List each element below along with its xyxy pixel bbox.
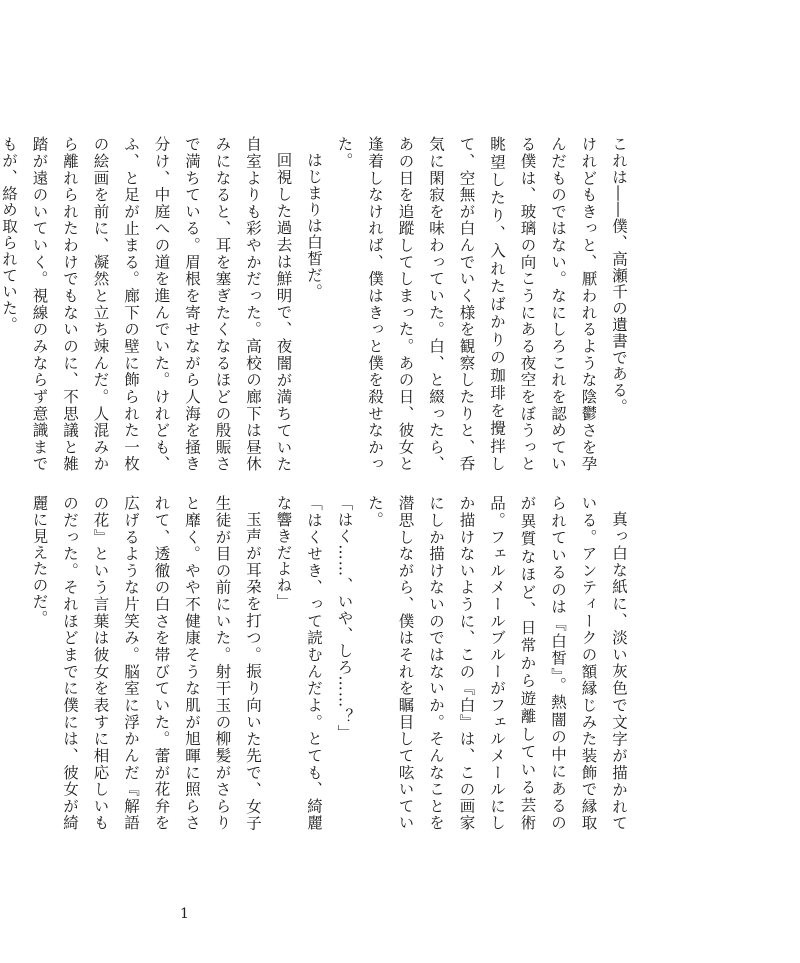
paragraph: 真っ白な紙に、淡い灰色で文字が描かれている。アンティークの額縁じみた装飾で縁取られているのは『白皙』。熱闇の中にあるのが異質なほど、日常から遊離している芸術品。フェルメールブルーがフェルメールにしか描けないように、この『白』は、この画家にしか描けないのではないか。そんなことを潜思しながら、僕はそれを瞩目して呟いていた。 [366, 495, 628, 831]
bottom-text-block [30, 495, 634, 831]
paragraph: 玉声が耳朶を打つ。振り向いた先で、女子生徒が目の前にいた。射干玉の柳髪がさらりと靡く。やや不健康そうな肌が旭暉に照らされて、透徹の白さを帯びていた。蕾が花弁を広げるような片笑み。脳室に浮かんだ『解語の花』という言葉は彼女を表すに相応しいものだった。それほどまでに僕には、彼女が綺麗に見えたのだ。 [30, 495, 262, 831]
page-number: 1 [180, 906, 189, 922]
paragraph: はじまりは白皙だ。 [305, 151, 323, 300]
paragraph: けれどもきっと、厭われるような陰鬱さを孕んだものではない。なにしろこれを認めている僕は、玻璃の向こうにある夜空をぼうっと眺望したり、入れたばかりの珈琲を攪拌して、空無が白んでいく様を観察したりと、呑気に閑寂を味わっていた。白、と綴ったら、あの日を追蹤してしまった。あの日、彼女と逢着しなければ、僕はきっと僕を殺せなかった。 [335, 136, 598, 472]
paragraph: 回視した過去は鮮明で、夜闇が満ちていた自室よりも彩やかだった。高校の廊下は昼休みになると、耳を塞ぎたくなるほどの殷賑さで満ちている。眉根を寄せながら人海を掻き分け、中庭への道を進んでいた。けれども、ふ、と足が止まる。廊下の壁に飾られた一枚の絵画を前に、凝然と立ち竦んだ。人混みから離れられたわけでもないのに、不思議と雑踏が遠のいていく。視線のみならず意識までもが、絡め取られていた。 [0, 136, 293, 472]
dialogue-line: 「はく……、いや、しろ……？」 [335, 495, 354, 741]
top-text-block [0, 136, 634, 472]
dialogue-line: 「はくせき、って読むんだよ。とても、綺麗な響きだよね」 [274, 495, 323, 831]
paragraph: これは――僕、高瀬千の遺書である。 [610, 136, 628, 415]
